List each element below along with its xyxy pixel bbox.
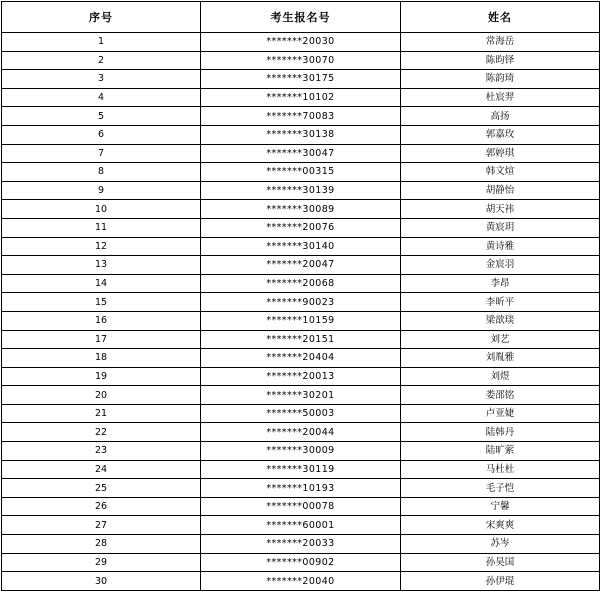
cell-name: 陈昀铎: [401, 51, 600, 70]
cell-name: 陈韵琦: [401, 70, 600, 89]
cell-name: 胡静怡: [401, 181, 600, 200]
cell-seq: 1: [2, 33, 201, 52]
cell-seq: 3: [2, 70, 201, 89]
cell-exam-id: *******60001: [201, 516, 401, 535]
cell-seq: 12: [2, 237, 201, 256]
cell-exam-id: *******30138: [201, 125, 401, 144]
cell-seq: 5: [2, 107, 201, 126]
cell-name: 毛子恺: [401, 479, 600, 498]
cell-seq: 24: [2, 460, 201, 479]
table-body: [2, 33, 600, 591]
cell-seq: 20: [2, 386, 201, 405]
cell-name: 陆旷萦: [401, 442, 600, 461]
cell-name: 卢亚婕: [401, 404, 600, 423]
cell-seq: 29: [2, 553, 201, 572]
table-row: [2, 70, 600, 89]
cell-name: 宋爽爽: [401, 516, 600, 535]
header-row: [2, 2, 600, 33]
cell-name: 刘煜: [401, 367, 600, 386]
cell-exam-id: *******20076: [201, 218, 401, 237]
cell-name: 黄宸玥: [401, 218, 600, 237]
table-row: [2, 497, 600, 516]
cell-exam-id: *******10159: [201, 311, 401, 330]
cell-name: 高扬: [401, 107, 600, 126]
cell-exam-id: *******20068: [201, 274, 401, 293]
cell-seq: 21: [2, 404, 201, 423]
cell-seq: 11: [2, 218, 201, 237]
cell-name: 李昂: [401, 274, 600, 293]
cell-exam-id: *******30089: [201, 200, 401, 219]
cell-seq: 26: [2, 497, 201, 516]
cell-seq: 22: [2, 423, 201, 442]
header-exam-id: 考生报名号: [201, 2, 401, 33]
cell-name: 李昕平: [401, 293, 600, 312]
table-row: [2, 144, 600, 163]
table-row: [2, 218, 600, 237]
cell-seq: 16: [2, 311, 201, 330]
cell-exam-id: *******20030: [201, 33, 401, 52]
cell-seq: 9: [2, 181, 201, 200]
table-row: [2, 163, 600, 182]
cell-seq: 4: [2, 88, 201, 107]
cell-exam-id: *******00902: [201, 553, 401, 572]
cell-exam-id: *******90023: [201, 293, 401, 312]
header-seq: 序号: [2, 2, 201, 33]
table-row: [2, 200, 600, 219]
cell-exam-id: *******20033: [201, 535, 401, 554]
table-row: [2, 330, 600, 349]
cell-name: 韩文煊: [401, 163, 600, 182]
table-row: [2, 237, 600, 256]
cell-seq: 6: [2, 125, 201, 144]
cell-exam-id: *******30139: [201, 181, 401, 200]
table-row: [2, 274, 600, 293]
cell-exam-id: *******00315: [201, 163, 401, 182]
table-row: [2, 479, 600, 498]
cell-seq: 23: [2, 442, 201, 461]
table-row: [2, 349, 600, 368]
cell-seq: 19: [2, 367, 201, 386]
cell-seq: 17: [2, 330, 201, 349]
cell-name: 梁歆琰: [401, 311, 600, 330]
cell-name: 孙伊琨: [401, 572, 600, 591]
cell-seq: 14: [2, 274, 201, 293]
cell-exam-id: *******20044: [201, 423, 401, 442]
cell-seq: 30: [2, 572, 201, 591]
cell-exam-id: *******20151: [201, 330, 401, 349]
cell-exam-id: *******20404: [201, 349, 401, 368]
table-row: [2, 256, 600, 275]
cell-name: 孙昊国: [401, 553, 600, 572]
cell-name: 陆韩丹: [401, 423, 600, 442]
cell-exam-id: *******10102: [201, 88, 401, 107]
cell-seq: 25: [2, 479, 201, 498]
cell-exam-id: *******30175: [201, 70, 401, 89]
cell-name: 娄邵铭: [401, 386, 600, 405]
cell-exam-id: *******30047: [201, 144, 401, 163]
cell-name: 苏岑: [401, 535, 600, 554]
table-row: [2, 386, 600, 405]
header-name: 姓名: [401, 2, 600, 33]
table-row: [2, 125, 600, 144]
cell-exam-id: *******70083: [201, 107, 401, 126]
table-row: [2, 516, 600, 535]
cell-name: 刘艺: [401, 330, 600, 349]
cell-exam-id: *******20040: [201, 572, 401, 591]
cell-name: 常海岳: [401, 33, 600, 52]
table-row: [2, 181, 600, 200]
table-row: [2, 442, 600, 461]
cell-name: 杜宸羿: [401, 88, 600, 107]
table-row: [2, 293, 600, 312]
cell-exam-id: *******30140: [201, 237, 401, 256]
cell-exam-id: *******50003: [201, 404, 401, 423]
table-row: [2, 423, 600, 442]
cell-seq: 13: [2, 256, 201, 275]
table-row: [2, 88, 600, 107]
table-row: [2, 311, 600, 330]
cell-seq: 15: [2, 293, 201, 312]
cell-exam-id: *******20013: [201, 367, 401, 386]
cell-name: 刘胤雅: [401, 349, 600, 368]
table-row: [2, 51, 600, 70]
cell-exam-id: *******10193: [201, 479, 401, 498]
cell-name: 郭嘉玫: [401, 125, 600, 144]
cell-name: 郭婷琪: [401, 144, 600, 163]
cell-name: 黄诗雅: [401, 237, 600, 256]
cell-exam-id: *******30009: [201, 442, 401, 461]
cell-seq: 8: [2, 163, 201, 182]
candidate-table: [1, 1, 600, 591]
table-row: [2, 553, 600, 572]
table-row: [2, 535, 600, 554]
cell-exam-id: *******30119: [201, 460, 401, 479]
cell-exam-id: *******00078: [201, 497, 401, 516]
cell-name: 宁馨: [401, 497, 600, 516]
cell-name: 胡天祎: [401, 200, 600, 219]
cell-seq: 7: [2, 144, 201, 163]
cell-seq: 10: [2, 200, 201, 219]
cell-seq: 2: [2, 51, 201, 70]
table-row: [2, 107, 600, 126]
table-row: [2, 460, 600, 479]
table-row: [2, 572, 600, 591]
table-row: [2, 404, 600, 423]
cell-seq: 27: [2, 516, 201, 535]
table-header: [2, 2, 600, 33]
cell-seq: 28: [2, 535, 201, 554]
cell-exam-id: *******30070: [201, 51, 401, 70]
cell-name: 马杜杜: [401, 460, 600, 479]
cell-name: 金宸羽: [401, 256, 600, 275]
cell-seq: 18: [2, 349, 201, 368]
cell-exam-id: *******20047: [201, 256, 401, 275]
table-row: [2, 367, 600, 386]
table-row: [2, 33, 600, 52]
cell-exam-id: *******30201: [201, 386, 401, 405]
